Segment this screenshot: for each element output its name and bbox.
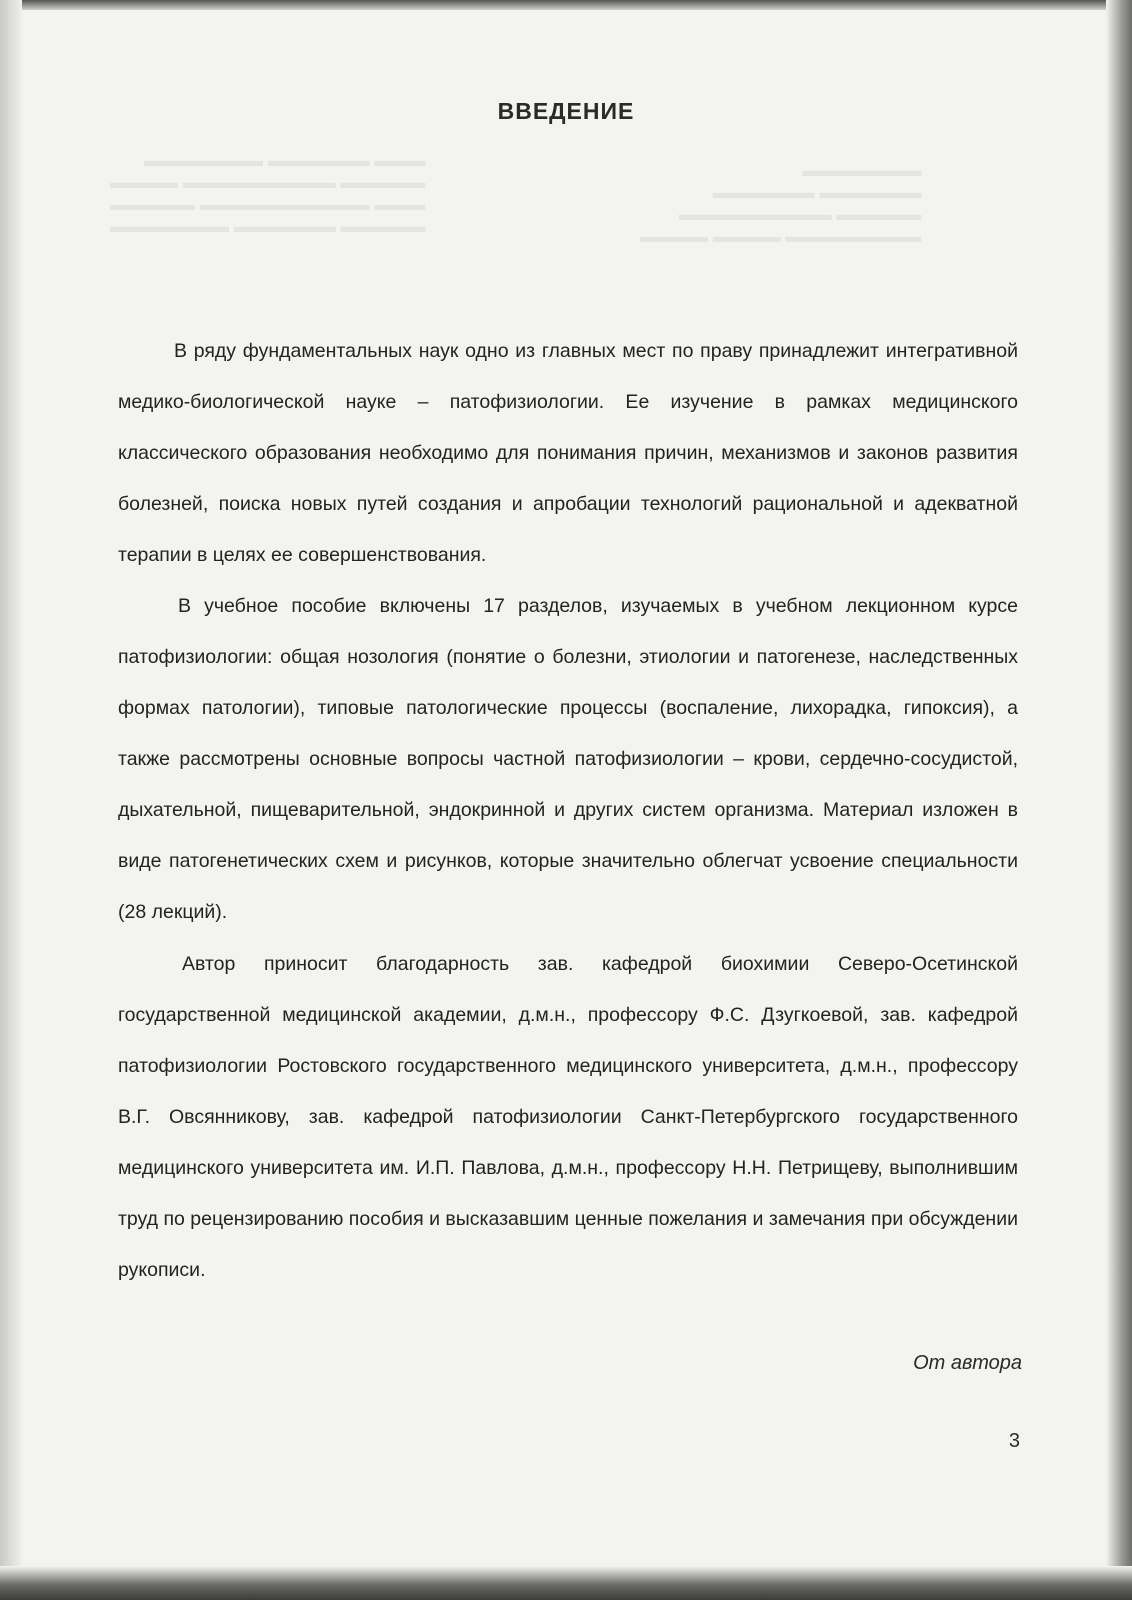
page-number: 3 xyxy=(1008,1430,1020,1452)
scan-edge-bottom xyxy=(0,1566,1132,1600)
bleed-through-decoration: ▬▬▬ ▬▬▬▬▬▬ ▬▬▬▬▬▬▬ ▬▬▬▬▬ ▬▬▬▬▬▬▬▬▬ ▬▬▬▬ ▬▬▬ ▬▬▬▬▬▬▬▬▬▬ ▬▬▬▬▬ ▬▬▬▬▬ ▬▬▬▬▬▬ ▬▬▬▬▬▬▬ xyxy=(110,151,426,236)
paragraph-contents-overview: В учебное пособие включены 17 разделов, изучаемых в учебном лекционном курсе патофизиологии: общая нозология (понятие о болезни, этиологии и патогенезе, наследственных формах патологии), типовые патологические процессы (воспаление, лихорадка, гипоксия), а также рассмотрены основные вопросы частной патофизиологии – крови, сердечно-сосудистой, дыхательной, пищеварительной, эндокринной и других систем организма. Материал изложен в виде патогенетических схем и рисунков, которые значительно облегчат усвоение специальности (28 лекций). xyxy=(118,595,1018,923)
bleed-through-decoration: ▬▬▬▬▬▬▬ ▬▬▬▬▬▬ ▬▬▬▬▬▬ ▬▬▬▬▬ ▬▬▬▬▬▬▬▬▬ ▬▬▬▬▬▬▬▬ ▬▬▬▬ ▬▬▬▬ xyxy=(640,161,922,246)
scan-edge-top xyxy=(0,0,1132,10)
scan-edge-right xyxy=(1106,0,1132,1600)
paragraph-introduction: В ряду фундаментальных наук одно из главных мест по праву принадлежит интегративной медико-биологической науке – патофизиологии. Ее изучение в рамках медицинского классического образования необходимо для понимания причин, механизмов и законов развития болезней, поиска новых путей создания и апробации технологий рациональной и адекватной терапии в целях ее совершенствования. xyxy=(118,340,1018,566)
page-title: ВВЕДЕНИЕ xyxy=(497,98,635,124)
paragraph-acknowledgements: Автор приносит благодарность зав. кафедрой биохимии Северо-Осетинской государственной медицинской академии, д.м.н., профессору Ф.С. Дзугкоевой, зав. кафедрой патофизиологии Ростовского государственного медицинского университета, д.м.н., профессору В.Г. Овсянникову, зав. кафедрой патофизиологии Санкт-Петербургского государственного медицинского университета им. И.П. Павлова, д.м.н., профессору Н.Н. Петрищеву, выполнившим труд по рецензированию пособия и высказавшим ценные пожелания и замечания при обсуждении рукописи. xyxy=(118,953,1018,1281)
author-signature: От автора xyxy=(913,1352,1022,1374)
scan-edge-left xyxy=(0,0,22,1600)
